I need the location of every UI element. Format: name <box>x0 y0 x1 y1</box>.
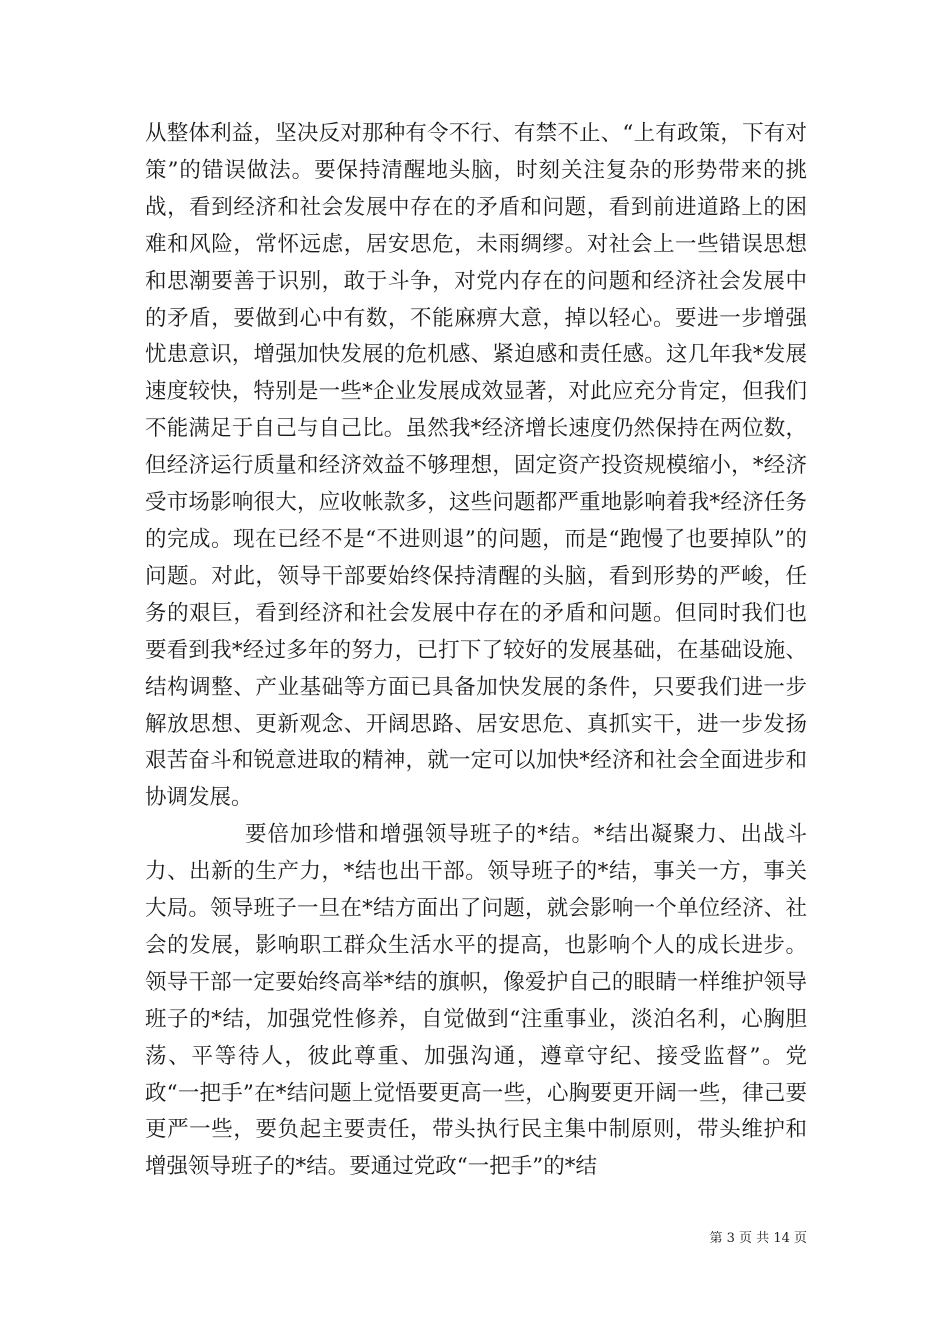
body-text <box>145 116 807 1186</box>
page-number: 第 3 页 共 14 页 <box>709 1231 807 1246</box>
paragraph-leadership-unity: 要倍加珍惜和增强领导班子的*结。*结出凝聚力、出战斗力、出新的生产力，*结也出干部。领导班子的*结，事关一方，事关大局。领导班子一旦在*结方面出了问题，就会影响一个单位经济、社会的发展，影响职工群众生活水平的提高，也影响个人的成长进步。领导干部一定要始终高举*结的旗帜，像爱护自己的眼睛一样维护领导班子的*结，加强党性修养，自觉做到“注重事业，淡泊名利，心胸胆荡、平等待人，彼此尊重、加强沟通，遵章守纪、接受监督”。党政“一把手”在*结问题上觉悟要更高一些，心胸要更开阔一些，律己要更严一些，要负起主要责任，带头执行民主集中制原则，带头维护和增强领导班子的*结。要通过党政“一把手”的*结 <box>145 822 807 1180</box>
paragraph-continuation: 从整体利益，坚决反对那种有令不行、有禁不止、“上有政策，下有对策”的错误做法。要保持清醒地头脑，时刻关注复杂的形势带来的挑战，看到经济和社会发展中存在的矛盾和问题，看到前进道路上的困难和风险，常怀远虑，居安思危，未雨绸缪。对社会上一些错误思想和思潮要善于识别，敢于斗争，对党内存在的问题和经济社会发展中的矛盾，要做到心中有数，不能麻痹大意，掉以轻心。要进一步增强忧患意识，增强加快发展的危机感、紧迫感和责任感。这几年我*发展速度较快，特别是一些*企业发展成效显著，对此应充分肯定，但我们不能满足于自己与自己比。虽然我*经济增长速度仍然保持在两位数，但经济运行质量和经济效益不够理想，固定资产投资规模缩小，*经济受市场影响很大，应收帐款多，这些问题都严重地影响着我*经济任务的完成。现在已经不是“不进则退”的问题，而是“跑慢了也要掉队”的问题。对此，领导干部要始终保持清醒的头脑，看到形势的严峻，任务的艰巨，看到经济和社会发展中存在的矛盾和问题。但同时我们也要看到我*经过多年的努力，已打下了较好的发展基础，在基础设施、结构调整、产业基础等方面已具备加快发展的条件，只要我们进一步解放思想、更新观念、开阔思路、居安思危、真抓实干，进一步发扬艰苦奋斗和锐意进取的精神，就一定可以加快*经济和社会全面进步和协调发展。 <box>145 121 807 811</box>
